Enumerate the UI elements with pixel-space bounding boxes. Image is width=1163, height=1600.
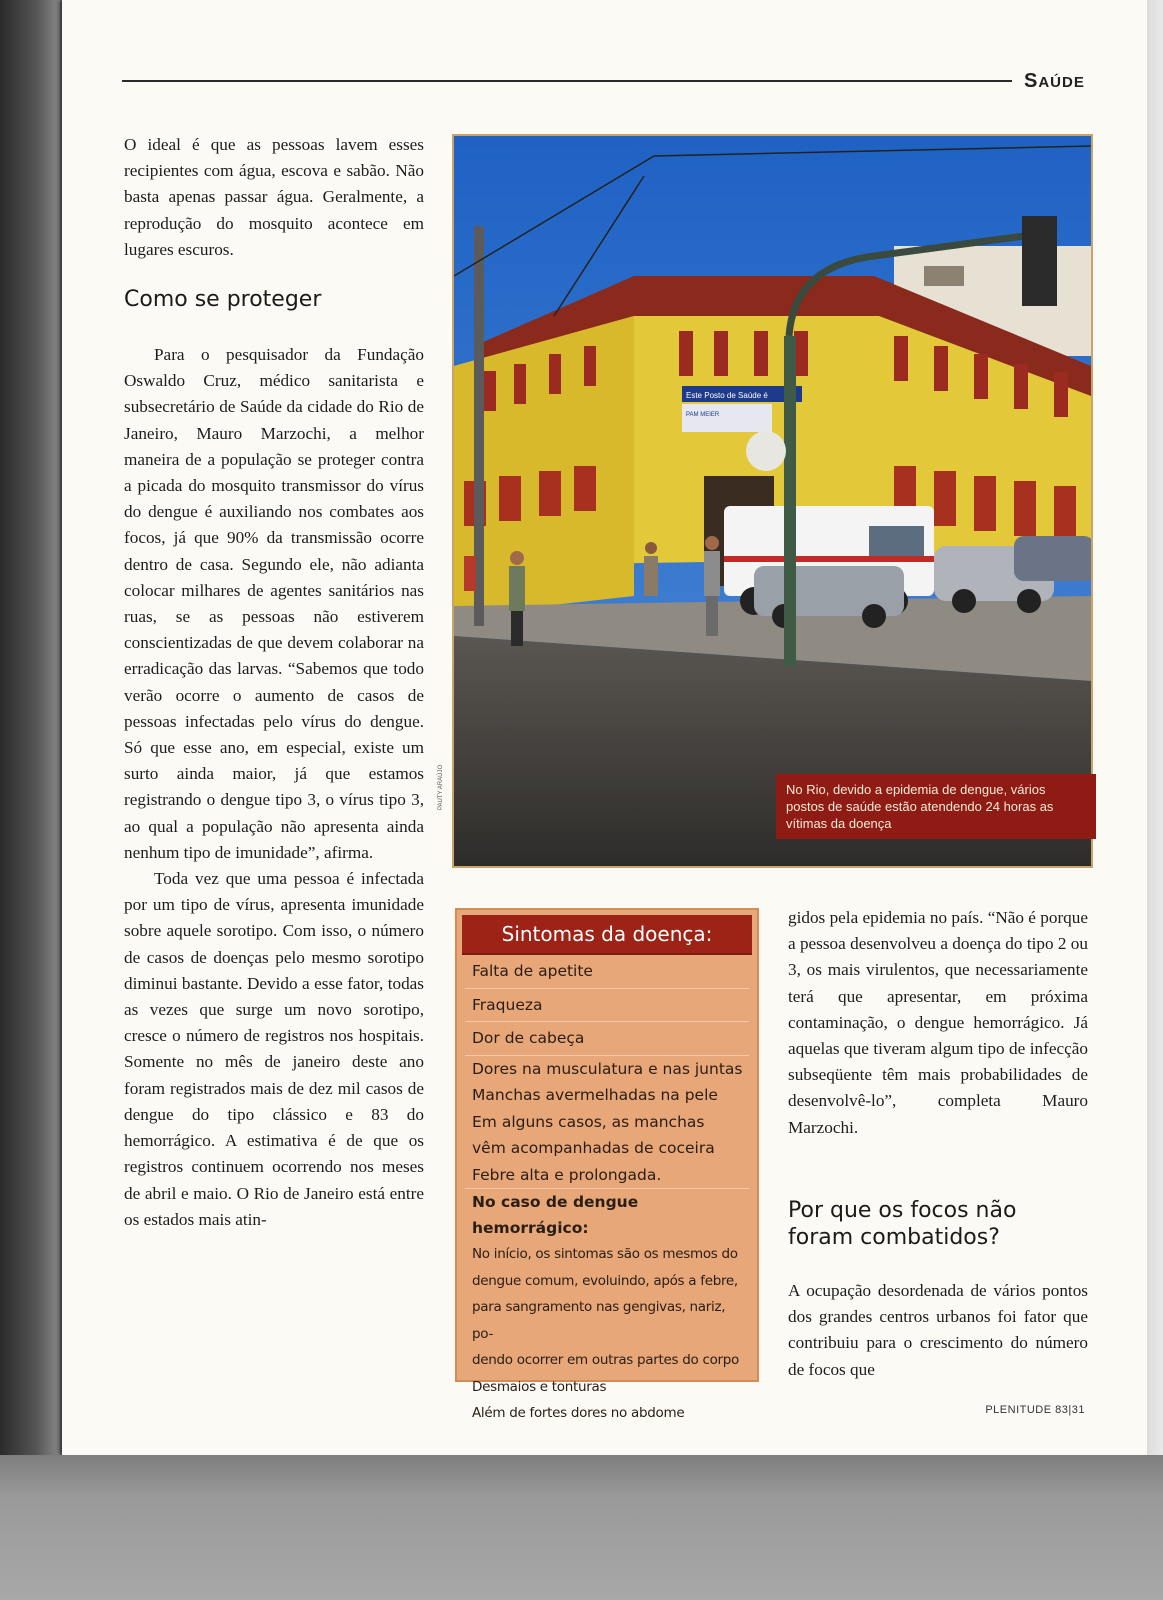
hemorrhagic-item: Além de fortes dores no abdome xyxy=(472,1405,685,1421)
magazine-name: PLENITUDE xyxy=(985,1404,1052,1416)
issue-number: 83 xyxy=(1055,1404,1069,1416)
hemorrhagic-item: para sangramento nas gengivas, nariz, po- xyxy=(472,1299,726,1342)
symptom-item: vêm acompanhadas de coceira xyxy=(472,1139,715,1157)
scan-shadow-left xyxy=(0,0,60,1460)
street-photo xyxy=(452,134,1093,868)
intro-text-block xyxy=(124,132,424,263)
body-paragraph-1: Para o pesquisador da Fundação Oswaldo Cruz, médico sanitarista e subsecretário de Saúde da cidade do Rio de Janeiro, Mauro Marzochi, a melhor maneira de a população se proteger contra a picada do mosquito transmissor do vírus do dengue é auxiliando nos combates aos focos, já que 90% da transmissão ocorre dentro de casa. Segundo ele, não adianta colocar milhares de agentes sanitários nas ruas, se as pessoas não estiverem conscientizadas de que devem colaborar na erradicação das larvas. “Sabemos que todo verão ocorre o aumento de casos de pessoas infectadas pelo vírus do dengue. Só que esse ano, em especial, existe um surto ainda maior, já que estamos registrando o dengue tipo 3, o vírus tipo 3, ao qual a população não apresenta ainda nenhum tipo de imunidade”, afirma. xyxy=(124,345,424,862)
right-paragraph-1: gidos pela epidemia no país. “Não é porque a pessoa desenvolveu a doença do tipo 2 ou 3, os mais virulentos, que necessariamente terá que apresentar, em próxima contaminação, o dengue hemorrágico. Já aquelas que tiveram algum tipo de infecção subseqüente têm mais probabilidades de desenvolvê-lo”, completa Mauro Marzochi. xyxy=(788,908,1088,1137)
photo-illustration xyxy=(454,136,1091,866)
hemorrhagic-item: dengue comum, evoluindo, após a febre, xyxy=(472,1272,738,1289)
photo-credit: PAUTY ARAÚJO xyxy=(438,764,444,810)
scan-edge-right xyxy=(1147,0,1163,1460)
symptoms-list-main xyxy=(457,955,757,1427)
photo-caption: No Rio, devido a epidemia de dengue, vários postos de saúde estão atendendo 24 horas as vítimas da doença xyxy=(776,774,1096,839)
hemorrhagic-item: Desmaios e tonturas xyxy=(472,1378,607,1395)
left-column-body xyxy=(124,342,424,1233)
header-rule xyxy=(122,80,1012,82)
scanner-bed xyxy=(0,1455,1163,1600)
symptom-item: Dores na musculatura e nas juntas xyxy=(472,1059,743,1078)
symptom-item: Manchas avermelhadas na pele xyxy=(472,1086,718,1104)
hemorrhagic-heading: No caso de dengue hemorrágico: xyxy=(465,1188,749,1241)
hemorrhagic-item: dendo ocorrer em outras partes do corpo xyxy=(472,1352,740,1368)
symptom-item: Em alguns casos, as manchas xyxy=(472,1112,705,1131)
symptoms-title: Sintomas da doença: xyxy=(462,915,752,955)
section-heading-why: Por que os focos não foram combatidos? xyxy=(788,1198,1017,1250)
symptom-item: Dor de cabeça xyxy=(465,1022,749,1056)
section-label xyxy=(1024,70,1085,93)
page-footer: PLENITUDE 83|31 xyxy=(985,1404,1085,1416)
section-rest: AÚDE xyxy=(1038,74,1085,91)
section-heading-protect: Como se proteger xyxy=(124,287,322,312)
page-number: 31 xyxy=(1071,1404,1085,1416)
hemorrhagic-item: No início, os sintomas são os mesmos do xyxy=(472,1246,738,1262)
photo-sign-sub: PAM MEIER xyxy=(686,412,720,418)
intro-paragraph: O ideal é que as pessoas lavem esses recipientes com água, escova e sabão. Não basta apenas passar água. Geralmente, a reprodução do mosquito acontece em lugares escuros. xyxy=(124,135,424,259)
symptoms-box xyxy=(455,908,759,1421)
right-column-body xyxy=(788,905,1088,1141)
photo-sign-text: Este Posto de Saúde é xyxy=(686,391,768,400)
section-initial: S xyxy=(1024,70,1039,92)
right-column-body-2 xyxy=(788,1278,1088,1383)
right-paragraph-2: A ocupação desordenada de vários pontos dos grandes centros urbanos foi fator que contribuiu para o crescimento do número de focos que xyxy=(788,1281,1088,1379)
symptom-item: Febre alta e prolongada. xyxy=(472,1165,662,1184)
symptom-item: Fraqueza xyxy=(465,989,749,1023)
body-paragraph-2: Toda vez que uma pessoa é infectada por um tipo de vírus, apresenta imunidade sobre aquele sorotipo. Com isso, o número de casos de doenças pelo mesmo sorotipo diminui bastante. Devido a esse fator, todas as vezes que surge um novo sorotipo, cresce o número de registros nos hospitais. Somente no mês de janeiro deste ano foram registrados mais de dez mil casos de dengue do tipo clássico e 83 do hemorrágico. A estimativa é de que os registros continuem ocorrendo nos meses de abril e maio. O Rio de Janeiro está entre os estados mais atin- xyxy=(124,869,424,1229)
symptom-item: Falta de apetite xyxy=(465,955,749,989)
